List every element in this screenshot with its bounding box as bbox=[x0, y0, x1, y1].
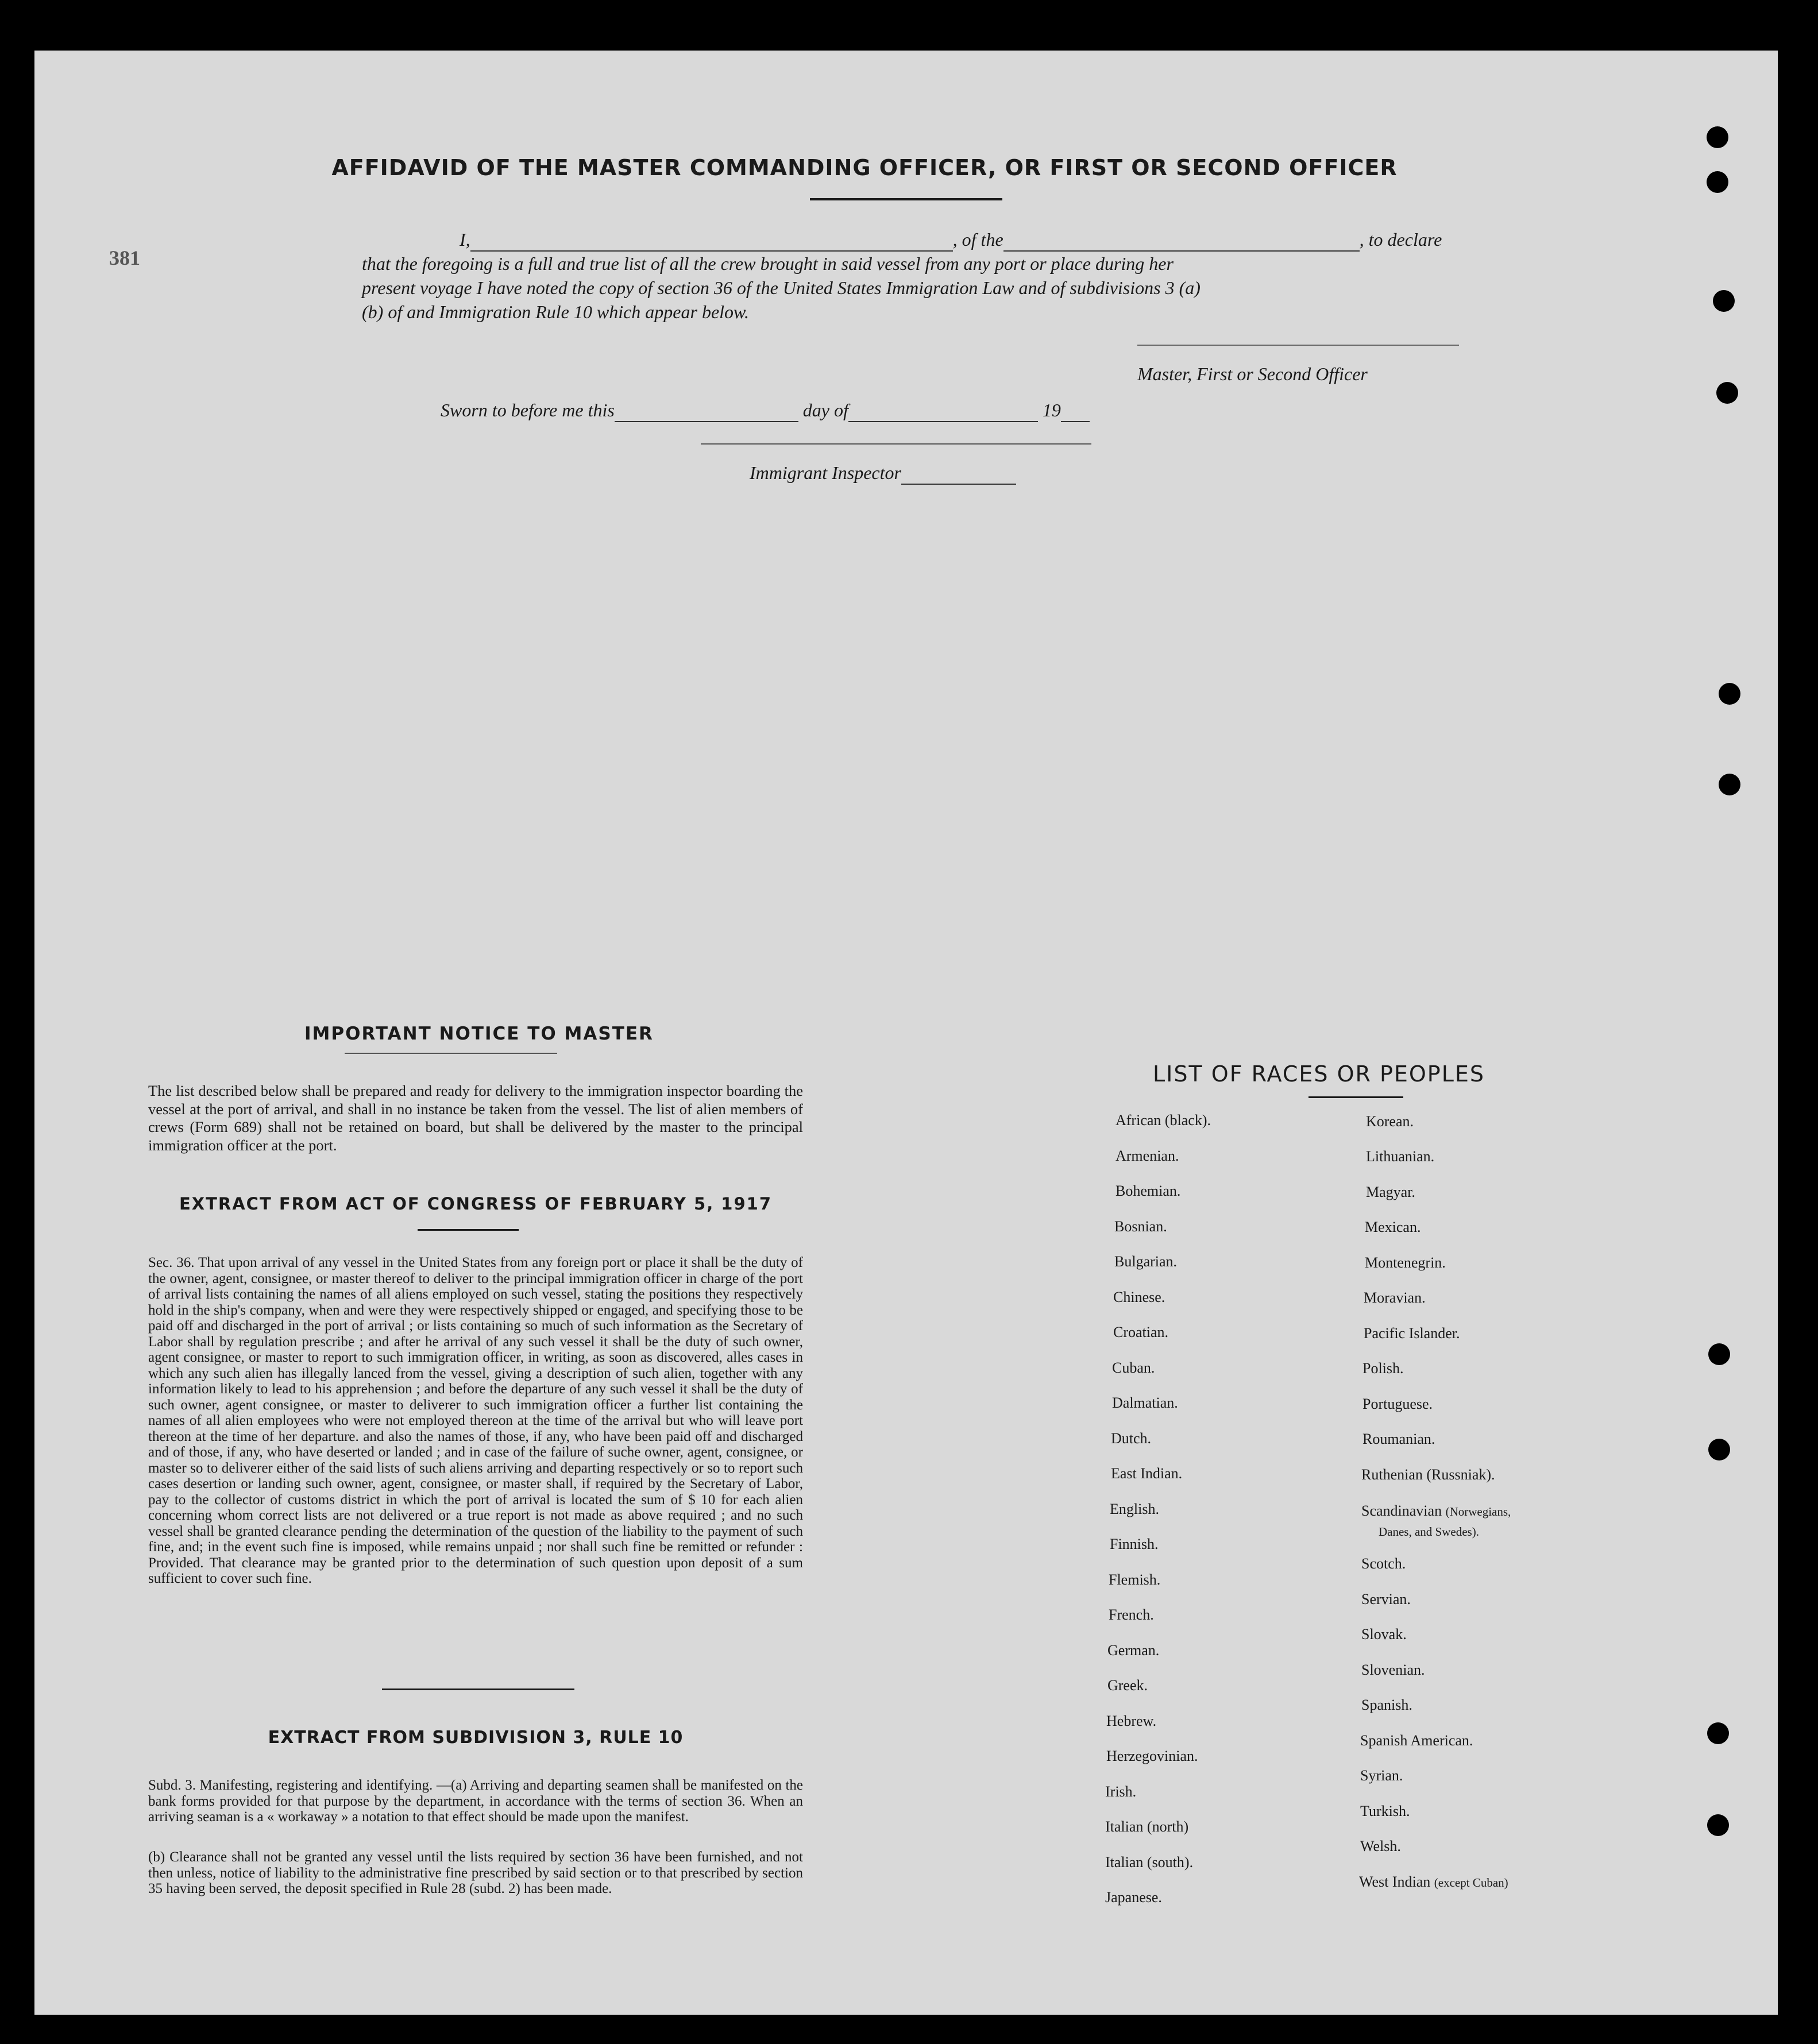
notice-heading: IMPORTANT NOTICE TO MASTER bbox=[304, 1023, 654, 1044]
race-item: Spanish. bbox=[1361, 1697, 1412, 1713]
race-item: Portuguese. bbox=[1362, 1396, 1433, 1412]
race-item: Lithuanian. bbox=[1366, 1148, 1435, 1165]
binder-hole bbox=[1708, 1343, 1730, 1365]
affidavit-line1-start: I, bbox=[460, 229, 470, 250]
race-item: Magyar. bbox=[1366, 1184, 1415, 1200]
race-item: Chinese. bbox=[1113, 1289, 1165, 1305]
race-item: Bulgarian. bbox=[1114, 1253, 1178, 1270]
signature-label: Master, First or Second Officer bbox=[1137, 364, 1368, 384]
race-item-note: (except Cuban) bbox=[1434, 1876, 1508, 1890]
signature-line bbox=[1137, 345, 1459, 346]
race-item: Finnish. bbox=[1110, 1536, 1159, 1552]
notice-divider bbox=[345, 1053, 557, 1054]
binder-hole bbox=[1708, 1439, 1730, 1460]
race-item: Slovenian. bbox=[1361, 1662, 1425, 1678]
race-item: Bohemian. bbox=[1115, 1183, 1181, 1199]
race-item: Flemish. bbox=[1109, 1571, 1161, 1588]
rule-para-a: Subd. 3. Manifesting, registering and identifying. —(a) Arriving and departing seamen shall be manifested on the bank forms provided for that purpose by the department, in accordance with the terms of section 36. When an arriving seaman is a « workaway » a notation to that effect should be made upon the manifest. bbox=[148, 1778, 803, 1825]
race-item: Armenian. bbox=[1115, 1147, 1179, 1164]
name-blank bbox=[470, 230, 953, 252]
act-end-divider bbox=[382, 1688, 574, 1690]
race-item: Spanish American. bbox=[1360, 1732, 1473, 1749]
sworn-day-blank bbox=[615, 401, 798, 422]
race-item: Montenegrin. bbox=[1365, 1254, 1446, 1271]
race-item: Italian (south). bbox=[1105, 1854, 1194, 1871]
race-item: English. bbox=[1110, 1501, 1159, 1517]
race-item bbox=[1361, 1502, 1511, 1520]
inspector-top-line bbox=[701, 443, 1091, 445]
race-item: Servian. bbox=[1361, 1591, 1411, 1608]
race-item: Bosnian. bbox=[1114, 1218, 1167, 1235]
race-item-note: (Norwegians, bbox=[1445, 1505, 1511, 1518]
race-item: Pacific Islander. bbox=[1364, 1325, 1460, 1342]
race-item: Moravian. bbox=[1364, 1289, 1426, 1306]
margin-note: 381 bbox=[109, 246, 140, 269]
race-item: Japanese. bbox=[1105, 1889, 1162, 1906]
race-item: Syrian. bbox=[1360, 1767, 1403, 1784]
binder-hole bbox=[1707, 126, 1728, 148]
title-divider bbox=[810, 198, 1002, 200]
race-item-name: West Indian bbox=[1359, 1873, 1431, 1890]
race-item: Croatian. bbox=[1113, 1324, 1169, 1340]
binder-hole bbox=[1707, 1814, 1729, 1836]
race-item-note: Danes, and Swedes). bbox=[1379, 1525, 1479, 1539]
sworn-year: 19 bbox=[1042, 400, 1061, 420]
affidavit-line1-mid: , of the bbox=[952, 229, 1003, 250]
race-item: Italian (north) bbox=[1105, 1818, 1189, 1835]
race-item: Welsh. bbox=[1360, 1838, 1401, 1854]
races-heading: LIST OF RACES OR PEOPLES bbox=[1153, 1061, 1485, 1087]
race-item: Dalmatian. bbox=[1112, 1394, 1178, 1411]
inspector-line bbox=[750, 461, 1016, 485]
sworn-start: Sworn to before me this bbox=[441, 400, 615, 420]
rule-heading: EXTRACT FROM SUBDIVISION 3, RULE 10 bbox=[268, 1728, 684, 1748]
act-divider bbox=[418, 1229, 519, 1231]
race-item: Irish. bbox=[1105, 1783, 1137, 1800]
act-text: Sec. 36. That upon arrival of any vessel in the United States from any foreign port or place it shall be the duty of the owner, agent, consignee, or master thereof to deliver to the principal immigration officer in charge of the port of arrival lists containing the names of all aliens employed on such vessel, stating the positions they respectively hold in the ship's company, when and were they were respectively shipped or engaged, and specifying those to be paid off and discharged in the port of arrival ; or lists containing so much of such information as the Secretary of Labor shall by regulation prescribe ; and after he arrival of any such vessel it shall be the duty of such owner, agent consignee, or master to report to such immigration officer, in writing, as soon as discovered, alles cases in which any such alien has illegally lanced from the vessel, giving a description of such alien, together with any information likely to lead to his apprehension ; and before the departure of any such vessel it shall be the duty of such owner, agent consignee, or master to deliverer to such immigration officer a further list containing the names of all alien employees who were not employed thereon at the time of the arrival but who will leave port thereon at the time of her departure. and also the names of those, if any, who have been paid off and discharged and of those, if any, who have deserted or landed ; and in case of the failure of suche owner, agent, consignee, or master so to deliverer either of the said lists of such aliens arriving and departing respectively or so to report such cases desertion or landing such owner, agent, consignee, or master shall, if required by the Secretary of Labor, pay to the collector of customs district in which the port of arrival is located the sum of $ 10 for each alien concerning whom correct lists are not delivered or a true report is not made as above required ; and no such vessel shall be granted clearance pending the determination of the question of the liability to the payment of such fine, and; in the event such fine is imposed, while remains unpaid ; nor shall such fine be remitted or refunder : Provided. That clearance may be granted prior to the determination of such question upon deposit of a sum sufficient to cover such fine. bbox=[148, 1255, 803, 1586]
race-item-name: Scandinavian bbox=[1361, 1502, 1442, 1519]
race-item: Greek. bbox=[1107, 1677, 1148, 1694]
race-item: Ruthenian (Russniak). bbox=[1361, 1466, 1495, 1483]
vessel-blank bbox=[1003, 230, 1360, 252]
race-item: Scotch. bbox=[1361, 1555, 1406, 1572]
race-item: African (black). bbox=[1115, 1112, 1211, 1129]
sworn-month-blank bbox=[848, 401, 1038, 422]
inspector-label: Immigrant Inspector bbox=[750, 462, 901, 483]
sworn-line bbox=[441, 398, 1090, 422]
inspector-blank bbox=[901, 463, 1016, 485]
rule-para-b: (b) Clearance shall not be granted any vessel until the lists required by section 36 have been furnished, and not then unless, notice of liability to the administrative fine prescribed by said section or to that prescribed by section 35 having been served, the deposit specified in Rule 28 (subd. 2) has been made. bbox=[148, 1849, 803, 1896]
race-item: Mexican. bbox=[1365, 1219, 1421, 1235]
race-item: French. bbox=[1109, 1606, 1154, 1623]
race-item bbox=[1359, 1873, 1508, 1891]
affidavit-line2: that the foregoing is a full and true list of all the crew brought in said vessel from any port or place during her bbox=[362, 253, 1174, 274]
notice-text: The list described below shall be prepared and ready for delivery to the immigration inspector boarding the vessel at the port of arrival, and shall in no instance be taken from the vessel. The list of alien members of crews (Form 689) shall not be retained on board, but shall be delivered by the master to the principal immigration officer at the port. bbox=[148, 1082, 803, 1154]
race-item: Cuban. bbox=[1112, 1359, 1155, 1376]
race-item: Slovak. bbox=[1361, 1626, 1407, 1643]
binder-hole bbox=[1707, 1722, 1729, 1744]
race-item: Dutch. bbox=[1111, 1430, 1152, 1447]
affidavit-title: AFFIDAVID OF THE MASTER COMMANDING OFFICER, OR FIRST OR SECOND OFFICER bbox=[331, 155, 1398, 180]
affidavit-line3: present voyage I have noted the copy of section 36 of the United States Immigration Law and of subdivisions 3 (a) bbox=[362, 277, 1201, 298]
document-page bbox=[34, 51, 1778, 2015]
race-item: Roumanian. bbox=[1362, 1431, 1435, 1447]
sworn-mid: day of bbox=[802, 400, 848, 420]
affidavit-line1-end: , to declare bbox=[1359, 229, 1442, 250]
binder-hole bbox=[1716, 382, 1738, 404]
affidavit-body bbox=[362, 227, 1493, 324]
race-item: East Indian. bbox=[1111, 1465, 1183, 1482]
binder-hole bbox=[1719, 774, 1740, 795]
race-item: Polish. bbox=[1362, 1360, 1404, 1377]
race-item: Turkish. bbox=[1360, 1803, 1410, 1819]
race-item: German. bbox=[1107, 1642, 1160, 1659]
act-heading: EXTRACT FROM ACT OF CONGRESS OF FEBRUARY 5, 1917 bbox=[179, 1194, 773, 1214]
race-item: Herzegovinian. bbox=[1106, 1748, 1198, 1764]
races-divider bbox=[1309, 1096, 1403, 1098]
race-item: Hebrew. bbox=[1106, 1713, 1157, 1729]
sworn-year-blank bbox=[1061, 401, 1090, 422]
binder-hole bbox=[1713, 290, 1735, 312]
race-item: Korean. bbox=[1366, 1113, 1414, 1130]
binder-hole bbox=[1707, 171, 1728, 193]
binder-hole bbox=[1719, 683, 1740, 705]
affidavit-line4: (b) of and Immigration Rule 10 which appear below. bbox=[362, 302, 749, 322]
